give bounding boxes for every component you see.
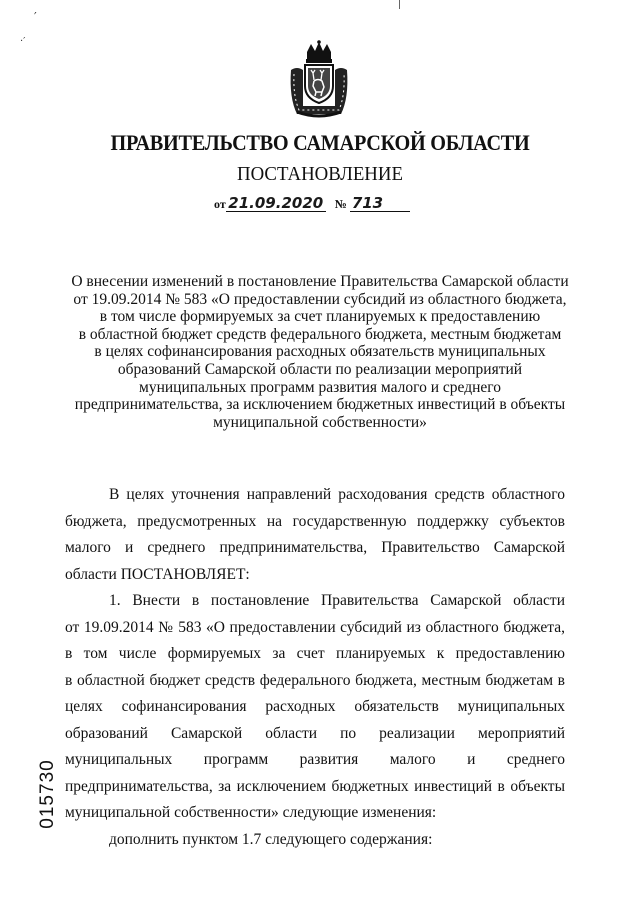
body-line: муниципальной собственности» следующие изменения: [65, 804, 437, 821]
body-line: от 19.09.2014 № 583 «О предоставлении субсидий из областного бюджета, [65, 618, 565, 636]
scan-mark: ·′ [20, 36, 26, 47]
body-line: области ПОСТАНОВЛЯЕТ: [65, 565, 250, 583]
body-line: в областной бюджет средств федерального бюджета, местным бюджетам в [65, 671, 565, 689]
side-number-text: 015730 [37, 759, 58, 829]
subject-line: О внесении изменений в постановление Правительства Самарской области [71, 273, 569, 290]
document-type: ПОСТАНОВЛЕНИЕ [237, 163, 403, 185]
date-number-line [214, 196, 410, 212]
document-body [65, 482, 565, 853]
scan-mark: | [398, 0, 402, 10]
body-line: образований Самарской области по реализации мероприятий [65, 724, 565, 742]
date-value: 21.09.2020 [226, 196, 326, 212]
body-line: 1. Внести в постановление Правительства Самарской области [109, 592, 565, 609]
date-label: от [214, 197, 226, 211]
body-line: бюджета, предусмотренных на государственную поддержку субъектов [65, 512, 565, 530]
government-title: ПРАВИТЕЛЬСТВО САМАРСКОЙ ОБЛАСТИ [110, 130, 530, 155]
side-registration-number [28, 752, 68, 836]
subject-heading [60, 273, 580, 431]
subject-line: в том числе формируемых за счет планируемых к предоставлению [99, 308, 541, 326]
samara-coat-of-arms-icon [285, 40, 353, 120]
subject-line: предпринимательства, за исключением бюджетных инвестиций в объекты [74, 396, 566, 414]
body-line: целях софинансирования расходных обязательств муниципальных [65, 698, 565, 715]
number-value: 713 [350, 196, 410, 212]
number-label: № [334, 197, 347, 211]
subject-line: в целях софинансирования расходных обязательств муниципальных [94, 343, 546, 361]
body-line: дополнить пунктом 1.7 следующего содержания: [109, 830, 433, 848]
subject-line: от 19.09.2014 № 583 «О предоставлении субсидий из областного бюджета, [73, 290, 567, 308]
scan-mark: ′ [34, 10, 37, 24]
body-line: муниципальных программ развития малого и среднего [65, 751, 565, 768]
subject-line: муниципальных программ развития малого и среднего [139, 378, 501, 396]
body-line: предпринимательства, за исключением бюджетных инвестиций в объекты [65, 777, 565, 795]
body-line: малого и среднего предпринимательства, Правительство Самарской [65, 539, 565, 556]
subject-line: в областной бюджет средств федерального бюджета, местным бюджетам [78, 325, 562, 343]
subject-line: образований Самарской области по реализации мероприятий [117, 360, 523, 378]
body-line: В целях уточнения направлений расходования средств областного [109, 486, 565, 503]
subject-line: муниципальной собственности» [213, 413, 427, 431]
body-line: в том числе формируемых за счет планируемых к предоставлению [65, 645, 565, 662]
